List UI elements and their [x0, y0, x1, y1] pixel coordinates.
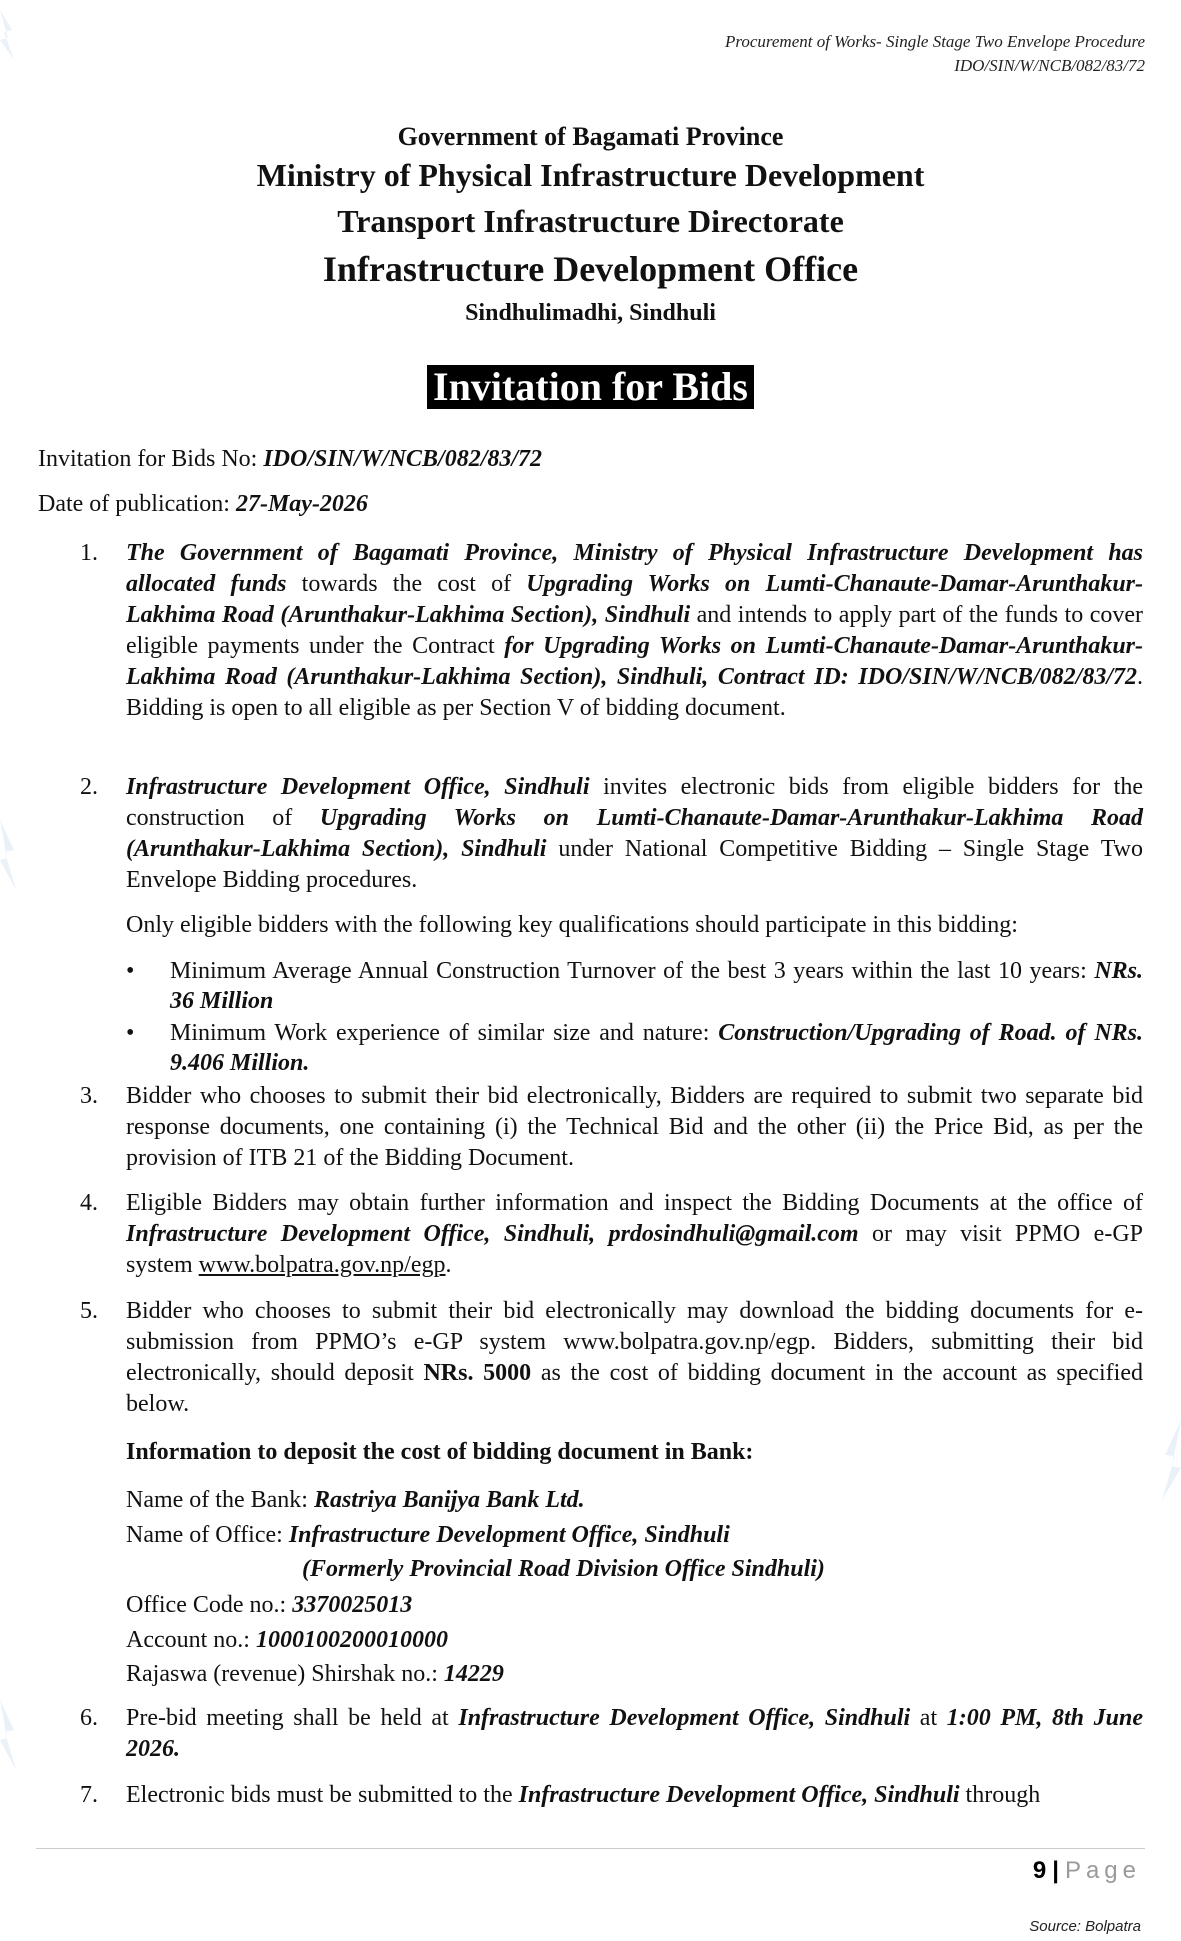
publication-date-label: Date of publication:	[38, 491, 236, 517]
ifb-number-line	[38, 446, 542, 473]
watermark-bolt-left-1	[0, 10, 14, 60]
emphasis: Construction/Upgrading of Road. of NRs. 9.406 Million.	[170, 1020, 1144, 1076]
item-text	[126, 772, 1143, 896]
office-name: Infrastructure Development Office, Sindhuli	[288, 1522, 730, 1548]
plain-text: invites electronic bids from eligible bidders for the construction of	[126, 774, 1143, 831]
rajaswa-label: Rajaswa (revenue) Shirshak no.:	[126, 1661, 444, 1687]
footer-divider	[36, 1848, 1145, 1849]
emphasis: 1:00 PM, 8th June 2026.	[126, 1705, 1143, 1762]
emphasis: Infrastructure Development Office, Sindhuli	[518, 1782, 960, 1808]
plain-text: Minimum Work experience of similar size and nature:	[170, 1020, 719, 1046]
bank-name: Rastriya Banijya Bank Ltd.	[313, 1487, 585, 1513]
list-item-7	[80, 1780, 1143, 1811]
source-credit: Source: Bolpatra	[1029, 1918, 1141, 1935]
item-number: 3.	[80, 1083, 98, 1109]
item-number: 6.	[80, 1705, 98, 1731]
header-ministry: Ministry of Physical Infrastructure Development	[256, 157, 925, 193]
plain-text: Pre-bid meeting shall be held at	[126, 1705, 459, 1731]
office-code: 3370025013	[292, 1592, 413, 1618]
emphasis: for Upgrading Works on Lumti-Chanaute-Damar-Arunthakur-Lakhima Road (Arunthakur-Lakhima Section), Sindhuli, Contract ID: IDO/SIN/W/NCB/082/83/72	[126, 633, 1144, 690]
header-directorate: Transport Infrastructure Directorate	[337, 203, 844, 239]
item-number: 5.	[80, 1298, 98, 1324]
item-number: 1.	[80, 540, 98, 566]
bullet-icon: •	[126, 958, 135, 984]
list-item-5	[80, 1296, 1143, 1420]
office-code-label: Office Code no.:	[126, 1592, 293, 1618]
page-number: 9	[1032, 1857, 1047, 1884]
item-text	[126, 1703, 1143, 1765]
page-number-footer	[1033, 1857, 1141, 1885]
emphasis: NRs. 5000	[423, 1360, 532, 1386]
email-link[interactable]: Infrastructure Development Office, Sindhuli, prdosindhuli@gmail.com	[126, 1221, 859, 1247]
bullet-text	[170, 1018, 1143, 1078]
plain-text: . Bidding is open to all eligible as per Section V of bidding document.	[126, 664, 1143, 721]
ifb-number-label: Invitation for Bids No:	[38, 446, 264, 472]
account-number: 1000100200010000	[255, 1627, 448, 1653]
list-item-6	[80, 1703, 1143, 1765]
page-separator: |	[1052, 1857, 1059, 1884]
item-text	[126, 1780, 1143, 1811]
plain-text: as the cost of bidding document in the account as specified below.	[126, 1360, 1143, 1417]
plain-text: at	[910, 1705, 947, 1731]
item-text	[126, 1188, 1143, 1281]
running-header-ref: IDO/SIN/W/NCB/082/83/72	[954, 56, 1145, 75]
item-number: 4.	[80, 1190, 98, 1216]
bullet-item	[126, 956, 1143, 1016]
running-header	[725, 30, 1145, 78]
bullet-text	[170, 956, 1143, 1016]
emphasis: The Government of Bagamati Province, Ministry of Physical Infrastructure Development has allocated funds	[126, 540, 1143, 597]
plain-text: Electronic bids must be submitted to the	[126, 1782, 519, 1808]
running-header-title: Procurement of Works- Single Stage Two Envelope Procedure	[724, 32, 1145, 51]
header-location: Sindhulimadhi, Sindhuli	[465, 300, 716, 326]
watermark-bolt-right-1	[1162, 1420, 1181, 1500]
office-code-line	[126, 1590, 412, 1621]
bank-name-line	[126, 1485, 585, 1516]
ifb-number: IDO/SIN/W/NCB/082/83/72	[263, 446, 543, 472]
item-number: 2.	[80, 774, 98, 800]
item-text	[126, 1296, 1143, 1420]
emphasis: Upgrading Works on Lumti-Chanaute-Damar-Arunthakur-Lakhima Road (Arunthakur-Lakhima Section), Sindhuli	[126, 571, 1143, 628]
plain-text: .	[445, 1252, 452, 1278]
plain-text: and intends to apply part of the funds to cover eligible payments under the Contract	[126, 602, 1143, 659]
item-number: 7.	[80, 1782, 98, 1808]
bullet-icon: •	[126, 1020, 135, 1046]
plain-text: towards the cost of	[286, 571, 527, 597]
emphasis: Infrastructure Development Office, Sindhuli	[126, 774, 590, 800]
header-office: Infrastructure Development Office	[322, 249, 859, 289]
publication-date-line	[38, 491, 368, 518]
rajaswa-number: 14229	[443, 1661, 504, 1687]
watermark-bolt-left-3	[0, 1700, 16, 1770]
item-text	[126, 538, 1143, 724]
emphasis: NRs. 36 Million	[170, 958, 1143, 1014]
bullet-item	[126, 1018, 1143, 1078]
rajaswa-line	[126, 1659, 504, 1690]
page-word: Page	[1064, 1857, 1141, 1884]
office-name-line	[126, 1520, 730, 1551]
header-government: Government of Bagamati Province	[397, 122, 784, 151]
account-line	[126, 1625, 448, 1656]
plain-text: Bidder who chooses to submit their bid electronically may download the bidding documents for e-submission from PPMO’s e-GP system www.bolpatra.gov.np/egp. Bidders, submitting their bid electronically, should deposit	[126, 1298, 1143, 1386]
plain-text: or may visit PPMO e-GP system	[126, 1221, 1143, 1278]
bank-name-label: Name of the Bank:	[126, 1487, 314, 1513]
egp-link[interactable]: www.bolpatra.gov.np/egp	[198, 1252, 446, 1278]
emphasis: Upgrading Works on Lumti-Chanaute-Damar-Arunthakur-Lakhima Road (Arunthakur-Lakhima Section), Sindhuli	[126, 805, 1143, 862]
emphasis: Infrastructure Development Office, Sindhuli	[458, 1705, 911, 1731]
plain-text: Eligible Bidders may obtain further information and inspect the Bidding Documents at the office of	[126, 1190, 1143, 1216]
qualification-intro: Only eligible bidders with the following key qualifications should participate in this bidding:	[126, 912, 1018, 938]
office-former-name	[302, 1554, 825, 1585]
list-item-1	[80, 538, 1143, 724]
publication-date: 27-May-2026	[235, 491, 368, 517]
plain-text: through	[959, 1782, 1041, 1808]
item-text: Bidder who chooses to submit their bid electronically, Bidders are required to submit two separate bid response documents, one containing (i) the Technical Bid and the other (ii) the Price Bid, as per the provision of ITB 21 of the Bidding Document.	[126, 1083, 1143, 1171]
plain-text: Minimum Average Annual Construction Turnover of the best 3 years within the last 10 years:	[170, 958, 1095, 984]
office-former-text: (Formerly Provincial Road Division Office Sindhuli)	[302, 1556, 825, 1582]
list-item-4	[80, 1188, 1143, 1281]
office-name-label: Name of Office:	[126, 1522, 289, 1548]
account-label: Account no.:	[126, 1627, 256, 1653]
list-item-3	[80, 1081, 1143, 1174]
bank-info-heading: Information to deposit the cost of bidding document in Bank:	[126, 1439, 754, 1465]
watermark-bolt-left-2	[0, 820, 16, 890]
title-wrap	[0, 365, 1181, 409]
page-title: Invitation for Bids	[427, 365, 754, 409]
plain-text: under National Competitive Bidding – Single Stage Two Envelope Bidding procedures.	[126, 836, 1144, 893]
list-item-2	[80, 772, 1143, 896]
